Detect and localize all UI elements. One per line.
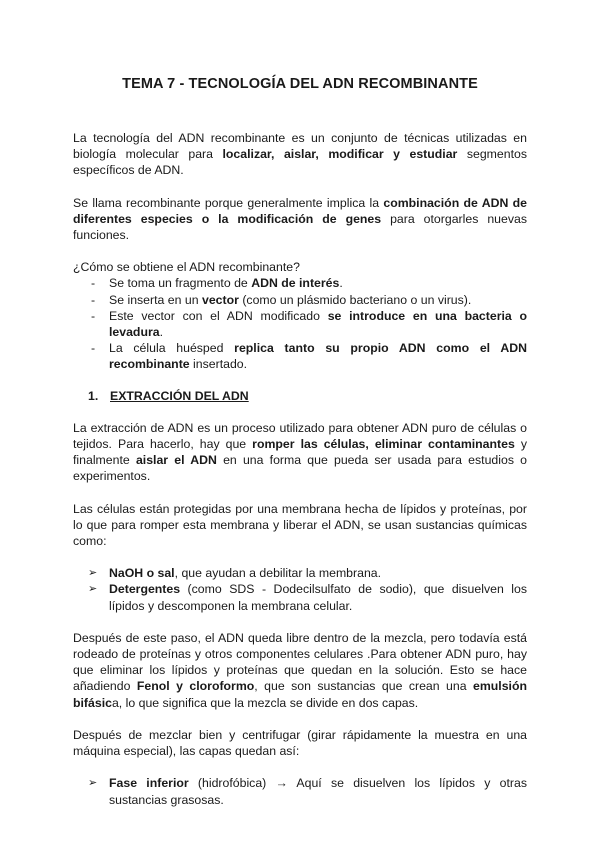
centrifuge-paragraph: Después de mezclar bien y centrifugar (girar rápidamente la muestra en una máquina especial), las capas quedan así: [73, 727, 527, 759]
step-bold: vector [201, 292, 239, 307]
dash-marker: - [91, 341, 96, 356]
purification-text-end: a, lo que significa que la mezcla se divide en dos capas. [111, 695, 419, 710]
recombinant-paragraph [73, 195, 527, 244]
purification-paragraph [73, 630, 527, 711]
chemical-name: NaOH o sal [109, 566, 175, 581]
step-text: Este vector con el ADN modificado [109, 308, 328, 323]
extraction-text-end: en una forma que pueda ser usada para estudios o experimentos. [73, 453, 528, 484]
dash-marker: - [91, 276, 96, 291]
step-text: Se inserta en un [109, 292, 202, 307]
step-text: Se toma un fragmento de [109, 276, 252, 291]
step-text-end: (como un plásmido bacteriano o un virus). [238, 292, 472, 307]
chemicals-list [73, 565, 527, 614]
step-bold: se introduce en una bacteria o levadura [109, 308, 527, 340]
purification-bold-1: Fenol y cloroformo [136, 679, 255, 694]
phases-list [73, 775, 527, 807]
list-item [73, 275, 527, 291]
extraction-text: La extracción de ADN es un proceso utilizado para obtener ADN puro de células o tejidos. Para hacerlo, hay que [73, 420, 527, 452]
extraction-text-2: y finalmente [73, 437, 527, 468]
list-item [73, 292, 527, 308]
arrow-bullet-icon: ➢ [88, 777, 98, 790]
membrane-paragraph: Las células están protegidas por una membrana hecha de lípidos y proteínas, por lo que para romper esta membrana y liberar el ADN, se usan sustancias químicas como: [73, 501, 527, 549]
list-item [73, 308, 527, 340]
steps-list [73, 275, 527, 372]
section-number: 1. [88, 388, 99, 403]
page-title: TEMA 7 - TECNOLOGÍA DEL ADN RECOMBINANTE [122, 76, 478, 92]
intro-paragraph [73, 130, 527, 179]
arrow-bullet-icon: ➢ [88, 583, 98, 596]
section-title: EXTRACCIÓN DEL ADN [110, 388, 249, 403]
intro-bold: localizar, aislar, modificar y estudiar [222, 147, 458, 162]
section-heading [88, 388, 527, 404]
list-item [73, 775, 527, 807]
chemical-desc: , que ayudan a debilitar la membrana. [174, 566, 382, 581]
list-item [73, 340, 527, 372]
step-bold: replica tanto su propio ADN como el ADN recombinante [109, 341, 527, 372]
list-item [73, 581, 527, 613]
phase-desc: (hidrofóbica) → Aquí se disuelven los lípidos y otras sustancias grasosas. [109, 776, 527, 807]
extraction-bold-1: romper las células, eliminar contaminantes [252, 437, 515, 452]
purification-text: Después de este paso, el ADN queda libre dentro de la mezcla, pero todavía está rodeado de proteínas y otros componentes celulares .Para obtener ADN puro, hay que eliminar los lípidos y proteínas que quedan en la solución. Esto se hace añadiendo [73, 630, 527, 694]
chemical-desc: (como SDS - Dodecilsulfato de sodio), que disuelven los lípidos y descomponen la membrana celular. [109, 582, 527, 613]
recombinant-text-end: para otorgarles nuevas funciones. [73, 211, 527, 243]
chemical-name: Detergentes [109, 582, 181, 597]
intro-text-end: segmentos específicos de ADN. [73, 147, 527, 178]
step-text: La célula huésped [109, 341, 235, 356]
step-text-end: . [339, 276, 343, 291]
purification-text-2: , que son sustancias que crean una [254, 679, 473, 694]
list-item [73, 565, 527, 581]
dash-marker: - [91, 308, 96, 323]
intro-text: La tecnología del ADN recombinante es un conjunto de técnicas utilizadas en biología molecular para [73, 131, 527, 162]
recombinant-text: Se llama recombinante porque generalmente implica la [73, 195, 384, 210]
step-text-end: insertado. [189, 357, 248, 372]
phase-name: Fase inferior [109, 776, 189, 791]
dash-marker: - [91, 292, 96, 307]
purification-bold-2: emulsión bifásic [73, 679, 527, 710]
step-bold: ADN de interés [251, 276, 340, 291]
extraction-paragraph [73, 420, 527, 485]
question-line: ¿Cómo se obtiene el ADN recombinante? [73, 260, 300, 275]
arrow-bullet-icon: ➢ [88, 567, 98, 580]
extraction-bold-2: aislar el ADN [135, 453, 217, 468]
step-text-end: . [159, 325, 164, 340]
recombinant-bold: combinación de ADN de diferentes especies o la modificación de genes [73, 195, 527, 226]
